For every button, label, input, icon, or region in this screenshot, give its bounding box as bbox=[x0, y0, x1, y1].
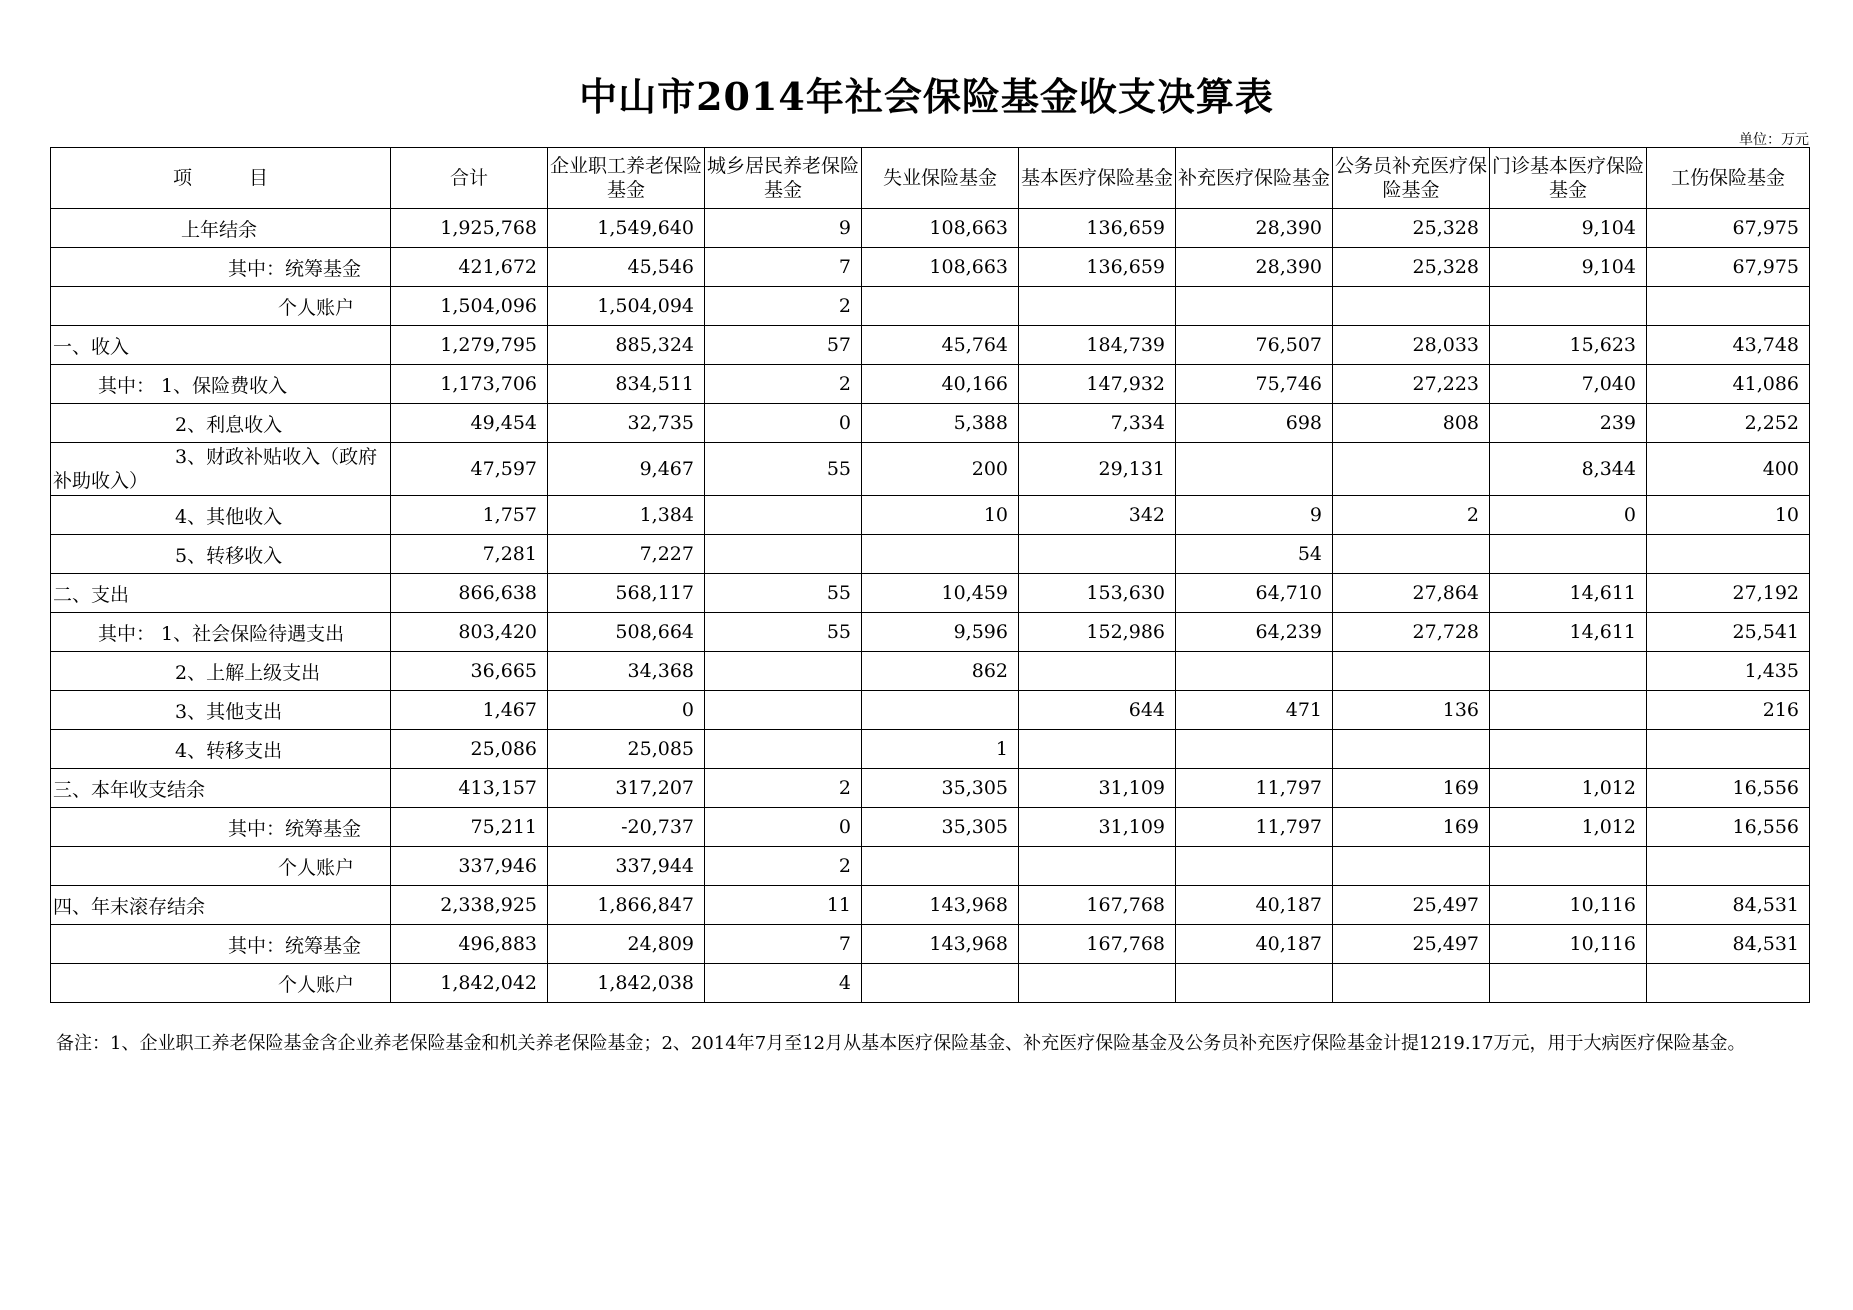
table-cell: 31,109 bbox=[1019, 808, 1176, 847]
table-cell: 7,227 bbox=[548, 535, 705, 574]
table-cell: 342 bbox=[1019, 496, 1176, 535]
table-row bbox=[51, 535, 1810, 574]
table-cell: 10,459 bbox=[862, 574, 1019, 613]
row-label: 个人账户 bbox=[51, 847, 391, 886]
table-cell: 496,883 bbox=[391, 925, 548, 964]
unit-label: 单位：万元 bbox=[1739, 132, 1809, 148]
table-cell: 43,748 bbox=[1647, 326, 1810, 365]
table-cell: 216 bbox=[1647, 691, 1810, 730]
table-cell bbox=[862, 964, 1019, 1003]
table-cell: 7,040 bbox=[1490, 365, 1647, 404]
table-cell bbox=[1490, 535, 1647, 574]
table-cell: 55 bbox=[705, 443, 862, 496]
table-cell: 27,864 bbox=[1333, 574, 1490, 613]
table-cell: 808 bbox=[1333, 404, 1490, 443]
row-label: 其中：统筹基金 bbox=[51, 808, 391, 847]
table-cell: 1,549,640 bbox=[548, 209, 705, 248]
table-cell: 167,768 bbox=[1019, 925, 1176, 964]
table-cell bbox=[1019, 652, 1176, 691]
table-cell: 9,104 bbox=[1490, 248, 1647, 287]
table-cell: 31,109 bbox=[1019, 769, 1176, 808]
table-cell: 16,556 bbox=[1647, 769, 1810, 808]
table-cell: 7 bbox=[705, 248, 862, 287]
table-cell: 55 bbox=[705, 574, 862, 613]
table-cell bbox=[1647, 964, 1810, 1003]
table-cell: 108,663 bbox=[862, 248, 1019, 287]
row-label: 4、转移支出 bbox=[51, 730, 391, 769]
page-title: 中山市2014年社会保险基金收支决算表 bbox=[579, 74, 1274, 119]
table-cell: 2,252 bbox=[1647, 404, 1810, 443]
table-row bbox=[51, 964, 1810, 1003]
table-cell: -20,737 bbox=[548, 808, 705, 847]
table-cell: 508,664 bbox=[548, 613, 705, 652]
table-cell: 11,797 bbox=[1176, 808, 1333, 847]
table-cell: 834,511 bbox=[548, 365, 705, 404]
table-cell: 25,497 bbox=[1333, 925, 1490, 964]
header-item: 项 目 bbox=[51, 148, 391, 209]
table-cell: 40,187 bbox=[1176, 925, 1333, 964]
table-cell: 1,842,042 bbox=[391, 964, 548, 1003]
table-row bbox=[51, 847, 1810, 886]
header-civil-servant-medical: 公务员补充医疗保险基金 bbox=[1333, 148, 1490, 209]
table-cell bbox=[1019, 287, 1176, 326]
table-cell: 10 bbox=[1647, 496, 1810, 535]
table-cell: 64,710 bbox=[1176, 574, 1333, 613]
table-cell bbox=[862, 847, 1019, 886]
row-label: 2、利息收入 bbox=[51, 404, 391, 443]
table-cell bbox=[705, 652, 862, 691]
table-cell: 14,611 bbox=[1490, 574, 1647, 613]
table-cell bbox=[705, 691, 862, 730]
table-cell: 9 bbox=[705, 209, 862, 248]
table-cell: 57 bbox=[705, 326, 862, 365]
table-row bbox=[51, 365, 1810, 404]
table-row bbox=[51, 574, 1810, 613]
table-cell: 136 bbox=[1333, 691, 1490, 730]
table-cell: 64,239 bbox=[1176, 613, 1333, 652]
table-cell: 25,085 bbox=[548, 730, 705, 769]
header-work-injury: 工伤保险基金 bbox=[1647, 148, 1810, 209]
table-cell: 84,531 bbox=[1647, 925, 1810, 964]
table-row bbox=[51, 496, 1810, 535]
table-cell: 5,388 bbox=[862, 404, 1019, 443]
table-cell: 1,279,795 bbox=[391, 326, 548, 365]
table-cell bbox=[1019, 964, 1176, 1003]
table-cell: 421,672 bbox=[391, 248, 548, 287]
row-label: 其中： 1、保险费收入 bbox=[51, 365, 391, 404]
table-cell: 239 bbox=[1490, 404, 1647, 443]
table-cell bbox=[1333, 964, 1490, 1003]
table-cell: 866,638 bbox=[391, 574, 548, 613]
row-label: 个人账户 bbox=[51, 964, 391, 1003]
table-cell: 1,504,094 bbox=[548, 287, 705, 326]
row-label: 5、转移收入 bbox=[51, 535, 391, 574]
table-cell bbox=[705, 730, 862, 769]
header-resident-pension: 城乡居民养老保险基金 bbox=[705, 148, 862, 209]
row-label: 4、其他收入 bbox=[51, 496, 391, 535]
table-cell bbox=[1019, 847, 1176, 886]
table-cell: 40,166 bbox=[862, 365, 1019, 404]
table-row bbox=[51, 404, 1810, 443]
table-cell: 25,328 bbox=[1333, 209, 1490, 248]
table-cell bbox=[1333, 535, 1490, 574]
table-cell: 27,728 bbox=[1333, 613, 1490, 652]
table-cell: 1,012 bbox=[1490, 769, 1647, 808]
table-cell: 16,556 bbox=[1647, 808, 1810, 847]
header-outpatient-medical: 门诊基本医疗保险基金 bbox=[1490, 148, 1647, 209]
table-row bbox=[51, 326, 1810, 365]
table-cell: 803,420 bbox=[391, 613, 548, 652]
table-cell: 35,305 bbox=[862, 808, 1019, 847]
table-row bbox=[51, 287, 1810, 326]
table-cell: 200 bbox=[862, 443, 1019, 496]
table-row bbox=[51, 691, 1810, 730]
row-label: 其中：统筹基金 bbox=[51, 248, 391, 287]
table-cell: 136,659 bbox=[1019, 248, 1176, 287]
table-cell: 1,435 bbox=[1647, 652, 1810, 691]
table-row bbox=[51, 769, 1810, 808]
table-cell: 1,842,038 bbox=[548, 964, 705, 1003]
table-cell: 10,116 bbox=[1490, 925, 1647, 964]
table-cell: 55 bbox=[705, 613, 862, 652]
table-cell: 9 bbox=[1176, 496, 1333, 535]
table-cell: 28,033 bbox=[1333, 326, 1490, 365]
table-cell bbox=[1490, 964, 1647, 1003]
table-cell: 317,207 bbox=[548, 769, 705, 808]
table-cell: 25,086 bbox=[391, 730, 548, 769]
header-supplementary-medical: 补充医疗保险基金 bbox=[1176, 148, 1333, 209]
table-cell: 153,630 bbox=[1019, 574, 1176, 613]
table-cell: 27,192 bbox=[1647, 574, 1810, 613]
table-cell bbox=[1176, 287, 1333, 326]
row-label: 三、本年收支结余 bbox=[51, 769, 391, 808]
table-cell: 9,596 bbox=[862, 613, 1019, 652]
table-cell bbox=[1333, 287, 1490, 326]
table-cell: 1,384 bbox=[548, 496, 705, 535]
row-label: 二、支出 bbox=[51, 574, 391, 613]
row-label: 一、收入 bbox=[51, 326, 391, 365]
table-cell: 35,305 bbox=[862, 769, 1019, 808]
table-cell: 45,764 bbox=[862, 326, 1019, 365]
header-total: 合计 bbox=[391, 148, 548, 209]
table-cell: 28,390 bbox=[1176, 209, 1333, 248]
row-label: 其中：统筹基金 bbox=[51, 925, 391, 964]
table-cell: 167,768 bbox=[1019, 886, 1176, 925]
row-label: 上年结余 bbox=[51, 209, 391, 248]
table-cell: 15,623 bbox=[1490, 326, 1647, 365]
table-row bbox=[51, 209, 1810, 248]
table-cell: 49,454 bbox=[391, 404, 548, 443]
table-cell: 644 bbox=[1019, 691, 1176, 730]
table-cell: 11,797 bbox=[1176, 769, 1333, 808]
row-label: 个人账户 bbox=[51, 287, 391, 326]
header-enterprise-pension: 企业职工养老保险基金 bbox=[548, 148, 705, 209]
table-cell: 1,467 bbox=[391, 691, 548, 730]
table-cell: 75,211 bbox=[391, 808, 548, 847]
table-cell: 47,597 bbox=[391, 443, 548, 496]
table-cell: 143,968 bbox=[862, 925, 1019, 964]
row-label: 3、财政补贴收入（政府补助收入） bbox=[51, 443, 391, 496]
table-cell: 1,866,847 bbox=[548, 886, 705, 925]
table-cell: 1,504,096 bbox=[391, 287, 548, 326]
table-cell bbox=[1333, 443, 1490, 496]
table-cell: 2 bbox=[1333, 496, 1490, 535]
table-cell bbox=[862, 535, 1019, 574]
header-basic-medical: 基本医疗保险基金 bbox=[1019, 148, 1176, 209]
table-cell: 152,986 bbox=[1019, 613, 1176, 652]
table-cell: 2 bbox=[705, 365, 862, 404]
table-cell: 9,104 bbox=[1490, 209, 1647, 248]
table-cell bbox=[1647, 287, 1810, 326]
table-cell: 337,944 bbox=[548, 847, 705, 886]
row-label: 其中： 1、社会保险待遇支出 bbox=[51, 613, 391, 652]
table-cell bbox=[1647, 847, 1810, 886]
table-cell: 143,968 bbox=[862, 886, 1019, 925]
table-cell: 862 bbox=[862, 652, 1019, 691]
table-cell bbox=[1490, 652, 1647, 691]
table-cell bbox=[1176, 652, 1333, 691]
table-cell: 337,946 bbox=[391, 847, 548, 886]
table-cell bbox=[1490, 730, 1647, 769]
table-cell: 25,497 bbox=[1333, 886, 1490, 925]
table-cell: 1 bbox=[862, 730, 1019, 769]
table-cell: 147,932 bbox=[1019, 365, 1176, 404]
table-row bbox=[51, 925, 1810, 964]
table-row bbox=[51, 443, 1810, 496]
table-cell bbox=[1333, 847, 1490, 886]
table-cell: 24,809 bbox=[548, 925, 705, 964]
footnote: 备注：1、企业职工养老保险基金含企业养老保险基金和机关养老保险基金；2、2014年7月至12月从基本医疗保险基金、补充医疗保险基金及公务员补充医疗保险基金计提1219.17万元，用于大病医疗保险基金。 bbox=[56, 1033, 1746, 1054]
table-cell: 0 bbox=[705, 404, 862, 443]
header-unemployment: 失业保险基金 bbox=[862, 148, 1019, 209]
table-row bbox=[51, 613, 1810, 652]
table-cell: 29,131 bbox=[1019, 443, 1176, 496]
table-cell: 67,975 bbox=[1647, 248, 1810, 287]
table-cell: 8,344 bbox=[1490, 443, 1647, 496]
table-cell: 2 bbox=[705, 847, 862, 886]
table-cell: 45,546 bbox=[548, 248, 705, 287]
table-cell: 0 bbox=[705, 808, 862, 847]
table-cell bbox=[1019, 535, 1176, 574]
table-cell: 84,531 bbox=[1647, 886, 1810, 925]
table-cell: 169 bbox=[1333, 769, 1490, 808]
table-cell: 0 bbox=[1490, 496, 1647, 535]
table-cell bbox=[862, 287, 1019, 326]
table-cell bbox=[705, 535, 862, 574]
table-cell: 67,975 bbox=[1647, 209, 1810, 248]
table-cell: 698 bbox=[1176, 404, 1333, 443]
table-cell bbox=[1647, 730, 1810, 769]
header-row bbox=[51, 148, 1810, 209]
table-cell: 76,507 bbox=[1176, 326, 1333, 365]
table-cell bbox=[1176, 847, 1333, 886]
table-cell: 4 bbox=[705, 964, 862, 1003]
table-cell: 75,746 bbox=[1176, 365, 1333, 404]
table-row bbox=[51, 730, 1810, 769]
table-cell: 1,012 bbox=[1490, 808, 1647, 847]
table-row bbox=[51, 248, 1810, 287]
table-cell: 400 bbox=[1647, 443, 1810, 496]
table-cell: 10 bbox=[862, 496, 1019, 535]
table-cell bbox=[1647, 535, 1810, 574]
table-cell bbox=[1176, 443, 1333, 496]
table-cell: 1,757 bbox=[391, 496, 548, 535]
table-row bbox=[51, 808, 1810, 847]
table-cell bbox=[1019, 730, 1176, 769]
table-cell: 28,390 bbox=[1176, 248, 1333, 287]
table-cell bbox=[1490, 691, 1647, 730]
table-cell: 10,116 bbox=[1490, 886, 1647, 925]
table-cell bbox=[705, 496, 862, 535]
table-cell: 1,925,768 bbox=[391, 209, 548, 248]
row-label: 3、其他支出 bbox=[51, 691, 391, 730]
table-row bbox=[51, 652, 1810, 691]
table-cell: 36,665 bbox=[391, 652, 548, 691]
table-cell: 471 bbox=[1176, 691, 1333, 730]
table-cell bbox=[862, 691, 1019, 730]
table-cell: 9,467 bbox=[548, 443, 705, 496]
table-cell bbox=[1490, 287, 1647, 326]
table-cell: 7,334 bbox=[1019, 404, 1176, 443]
table-cell: 41,086 bbox=[1647, 365, 1810, 404]
table-cell: 136,659 bbox=[1019, 209, 1176, 248]
table-cell: 11 bbox=[705, 886, 862, 925]
table-cell: 568,117 bbox=[548, 574, 705, 613]
table-cell: 54 bbox=[1176, 535, 1333, 574]
table-cell: 25,541 bbox=[1647, 613, 1810, 652]
table-cell: 7,281 bbox=[391, 535, 548, 574]
row-label: 四、年末滚存结余 bbox=[51, 886, 391, 925]
table-cell: 32,735 bbox=[548, 404, 705, 443]
table-cell bbox=[1176, 730, 1333, 769]
fund-table bbox=[50, 147, 1810, 1003]
table-cell: 14,611 bbox=[1490, 613, 1647, 652]
table-row bbox=[51, 886, 1810, 925]
table-cell: 2,338,925 bbox=[391, 886, 548, 925]
table-cell: 1,173,706 bbox=[391, 365, 548, 404]
table-cell: 184,739 bbox=[1019, 326, 1176, 365]
table-cell: 7 bbox=[705, 925, 862, 964]
table-cell: 25,328 bbox=[1333, 248, 1490, 287]
table-cell: 27,223 bbox=[1333, 365, 1490, 404]
table-cell: 40,187 bbox=[1176, 886, 1333, 925]
table-cell: 2 bbox=[705, 287, 862, 326]
table-cell bbox=[1490, 847, 1647, 886]
row-label: 2、上解上级支出 bbox=[51, 652, 391, 691]
table-cell: 885,324 bbox=[548, 326, 705, 365]
table-cell: 108,663 bbox=[862, 209, 1019, 248]
table-cell: 169 bbox=[1333, 808, 1490, 847]
table-cell bbox=[1333, 652, 1490, 691]
table-cell bbox=[1176, 964, 1333, 1003]
table-cell: 2 bbox=[705, 769, 862, 808]
table-cell: 0 bbox=[548, 691, 705, 730]
table-cell: 34,368 bbox=[548, 652, 705, 691]
table-cell bbox=[1333, 730, 1490, 769]
table-cell: 413,157 bbox=[391, 769, 548, 808]
